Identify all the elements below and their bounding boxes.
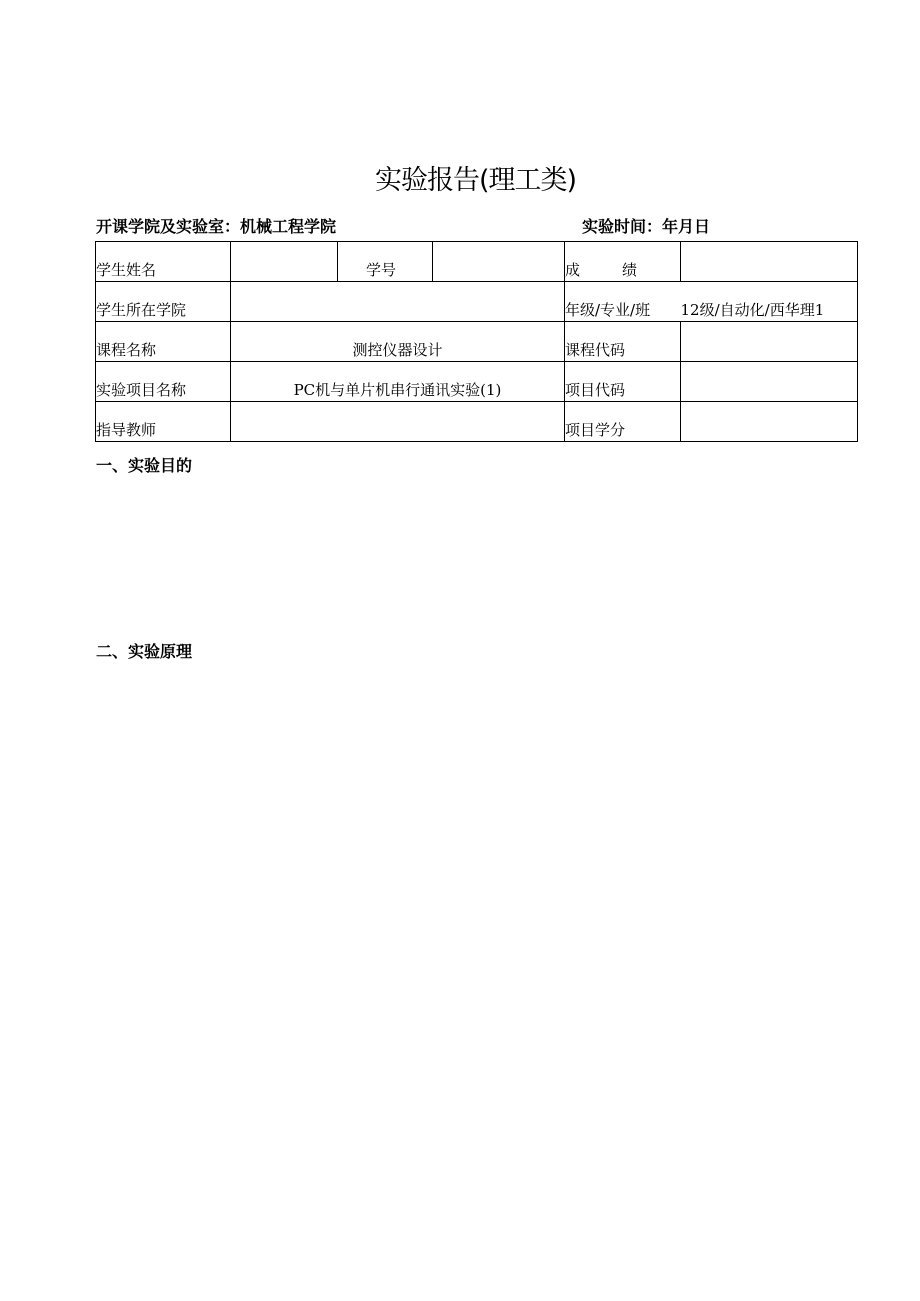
course-code-field[interactable] — [681, 322, 858, 362]
student-id-field[interactable] — [433, 242, 565, 282]
course-name-field[interactable]: 测控仪器设计 — [231, 322, 565, 362]
table-row — [96, 322, 858, 362]
course-name-label: 课程名称 — [96, 322, 231, 362]
section-heading-purpose: 一、实验目的 — [96, 456, 193, 475]
course-code-label: 课程代码 — [565, 322, 681, 362]
credit-field[interactable] — [681, 402, 858, 442]
teacher-field[interactable] — [231, 402, 565, 442]
grade-label: 年级/专业/班 — [565, 282, 681, 322]
project-code-field[interactable] — [681, 362, 858, 402]
student-name-label: 学生姓名 — [96, 242, 231, 282]
score-label-part1: 成 — [565, 261, 581, 279]
experiment-time-label: 实验时间：年月日 — [582, 217, 711, 236]
project-name-label: 实验项目名称 — [96, 362, 231, 402]
table-row — [96, 242, 858, 282]
report-info-table — [95, 241, 858, 442]
grade-field[interactable]: 12级/自动化/西华理1 — [681, 282, 858, 322]
student-name-field[interactable] — [231, 242, 338, 282]
college-label: 学生所在学院 — [96, 282, 231, 322]
project-code-label: 项目代码 — [565, 362, 681, 402]
credit-label: 项目学分 — [565, 402, 681, 442]
college-lab-label: 开课学院及实验室：机械工程学院 — [96, 217, 337, 236]
table-row — [96, 282, 858, 322]
student-id-label: 学号 — [338, 242, 433, 282]
score-label-part2: 绩 — [622, 261, 638, 279]
score-label — [565, 242, 681, 282]
project-name-field[interactable]: PC机与单片机串行通讯实验(1) — [231, 362, 565, 402]
teacher-label: 指导教师 — [96, 402, 231, 442]
section-heading-principle: 二、实验原理 — [96, 642, 193, 661]
table-row — [96, 402, 858, 442]
score-field[interactable] — [681, 242, 858, 282]
report-title: 实验报告(理工类) — [374, 165, 577, 196]
college-field[interactable] — [231, 282, 565, 322]
table-row — [96, 362, 858, 402]
